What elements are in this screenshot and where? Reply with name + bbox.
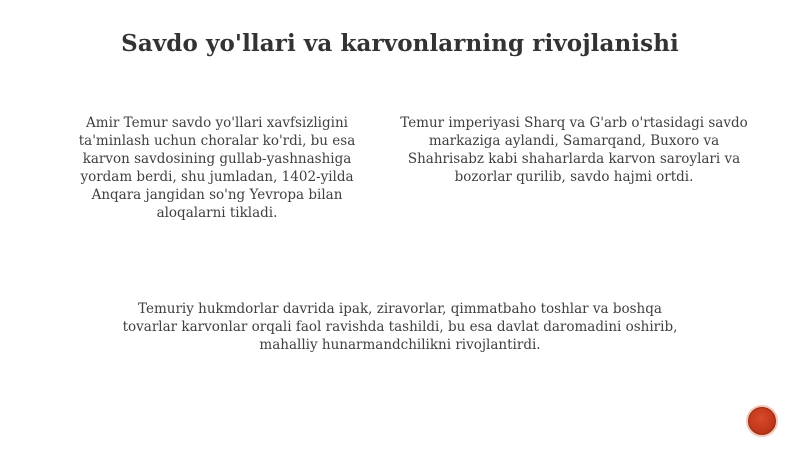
left-text-block: Amir Temur savdo yo'llari xavfsizligini ta'minlash uchun choralar ko'rdi, bu esa karvon savdosining gullab-yashnashiga yordam berdi, shu jumladan, 1402-yilda Anqara jangidan so'ng Yevropa bilan aloqalarni tikladi. <box>78 115 356 221</box>
slide-title: Savdo yo'llari va karvonlarning rivojlanishi <box>121 30 679 57</box>
slide-nav-button[interactable] <box>748 407 776 435</box>
bottom-text-block: Temuriy hukmdorlar davrida ipak, ziravorlar, qimmatbaho toshlar va boshqa tovarlar karvonlar orqali faol ravishda tashildi, bu esa davlat daromadini oshirib, mahalliy hunarmandchilikni rivojlantirdi. <box>122 301 678 353</box>
right-text-block: Temur imperiyasi Sharq va G'arb o'rtasidagi savdo markaziga aylandi, Samarqand, Buxoro va Shahrisabz kabi shaharlarda karvon saroylari va bozorlar qurilib, savdo hajmi ortdi. <box>400 115 748 185</box>
